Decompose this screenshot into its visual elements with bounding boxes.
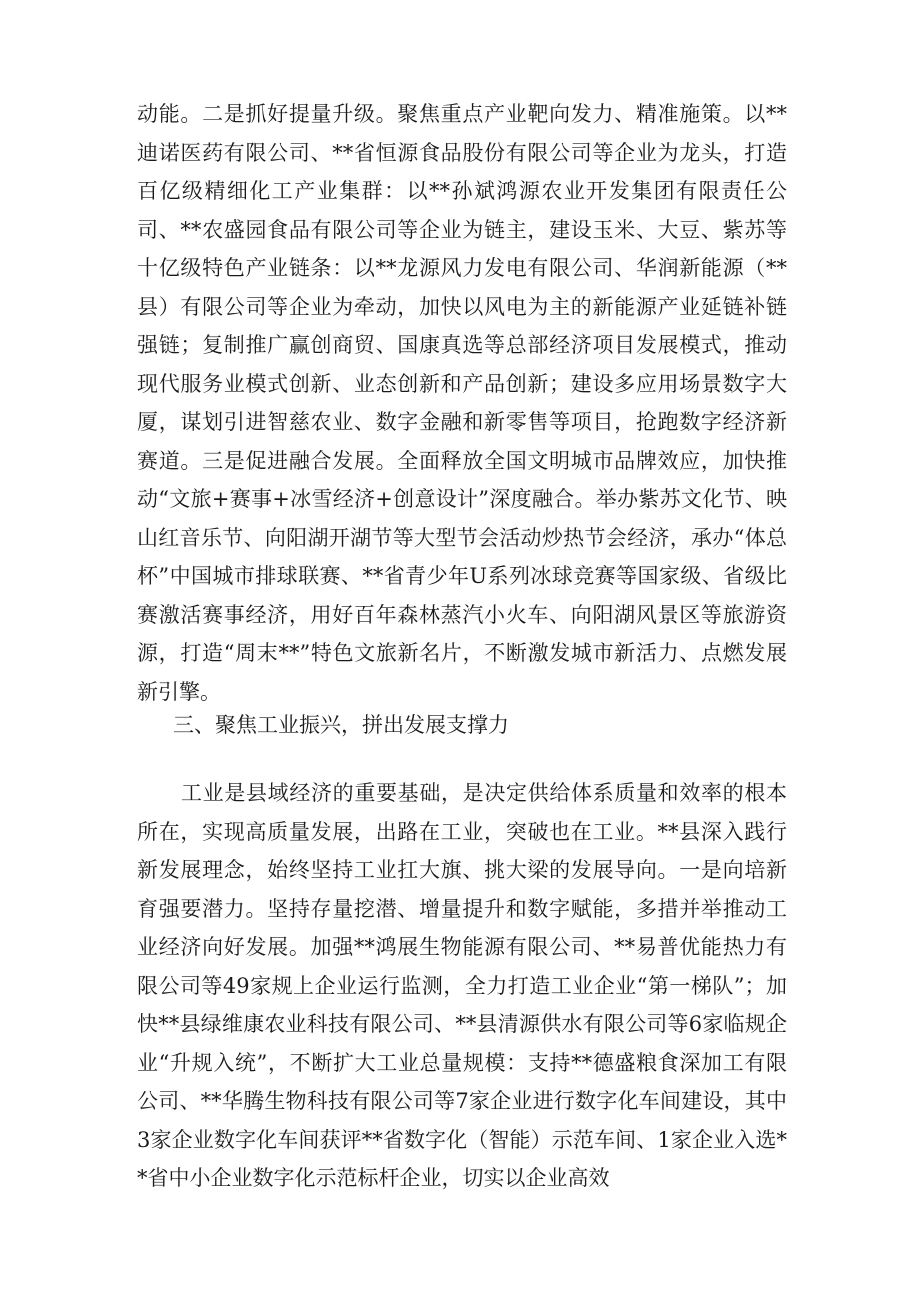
body-paragraph [137, 774, 787, 1198]
paragraph-text: 动能。二是抓好提量升级。聚焦重点产业靶向发力、精准施策。以**迪诺医药有限公司、**省恒源食品股份有限公司等企业为龙头，打造百亿级精细化工产业集群：以**孙斌鸿源农业开发集团有限责任公司、**农盛园食品有限公司等企业为链主，建设玉米、大豆、紫苏等十亿级特色产业链条：以**龙源风力发电有限公司、华润新能源（**县）有限公司等企业为牵动，加快以风电为主的新能源产业延链补链强链；复制推广赢创商贸、国康真选等总部经济项目发展模式，推动现代服务业模式创新、业态创新和产品创新；建设多应用场景数字大厦，谋划引进智慈农业、数字金融和新零售等项目，抢跑数字经济新赛道。三是促进融合发展。全面释放全国文明城市品牌效应，加快推动“文旅+赛事+冰雪经济+创意设计”深度融合。举办紫苏文化节、映山红音乐节、向阳湖开湖节等大型节会活动炒热节会经济，承办“体总杯”中国城市排球联赛、**省青少年U系列冰球竞赛等国家级、省级比赛激活赛事经济，用好百年森林蒸汽小火车、向阳湖风景区等旅游资源，打造“周末**”特色文旅新名片，不断激发城市新活力、点燃发展新引擎。 [137, 102, 787, 704]
section-heading-text: 三、聚焦工业振兴，拼出发展支撑力 [173, 713, 509, 737]
body-paragraph-continued [137, 95, 787, 711]
paragraph-text: 工业是县域经济的重要基础，是决定供给体系质量和效率的根本所在，实现高质量发展，出路在工业，突破也在工业。**县深入践行新发展理念，始终坚持工业扛大旗、挑大梁的发展导向。一是向培新育强要潜力。坚持存量挖潜、增量提升和数字赋能，多措并举推动工业经济向好发展。加强**鸿展生物能源有限公司、**易普优能热力有限公司等49家规上企业运行监测，全力打造工业企业“第一梯队”；加快**县绿维康农业科技有限公司、**县清源供水有限公司等6家临规企业“升规入统”，不断扩大工业总量规模：支持**德盛粮食深加工有限公司、**华腾生物科技有限公司等7家企业进行数字化车间建设，其中3家企业数字化车间获评**省数字化（智能）示范车间、1家企业入选**省中小企业数字化示范标杆企业，切实以企业高效 [137, 781, 787, 1190]
section-heading [137, 706, 787, 745]
